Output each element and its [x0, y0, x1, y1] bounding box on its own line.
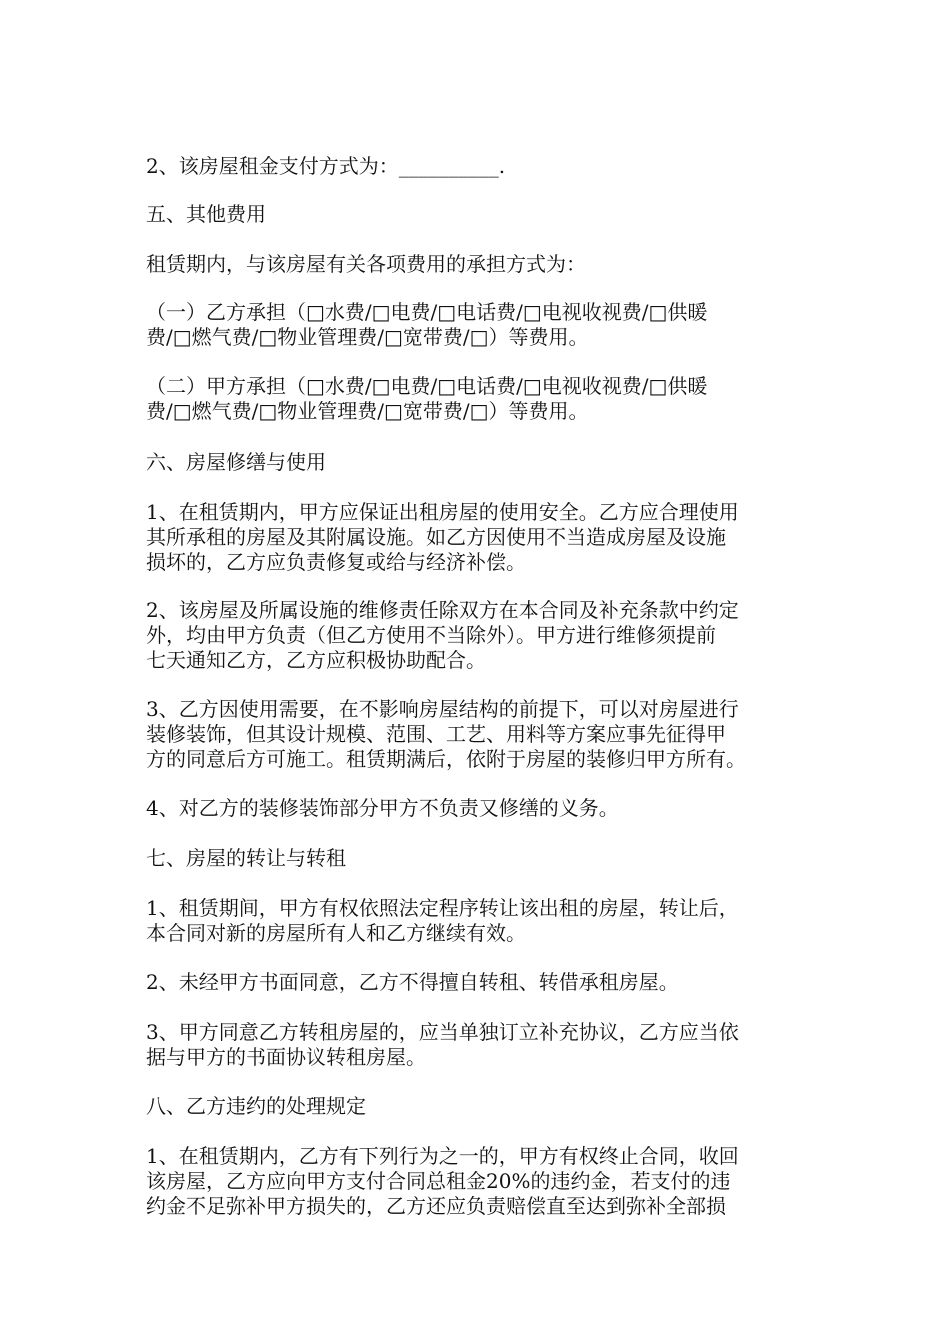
paragraph-party-a-fees: （二）甲方承担（□水费/□电费/□电话费/□电视收视费/□供暖 费/□燃气费/□物业管理费/□宽带费/□）等费用。	[146, 374, 708, 423]
paragraph-transfer-3: 3、甲方同意乙方转租房屋的，应当单独订立补充协议，乙方应当依 据与甲方的书面协议转租房屋。	[146, 1020, 739, 1069]
paragraph-party-b-fees: （一）乙方承担（□水费/□电费/□电话费/□电视收视费/□供暖 费/□燃气费/□物业管理费/□宽带费/□）等费用。	[146, 300, 708, 349]
section-heading-repair-use: 六、房屋修缮与使用	[146, 450, 326, 474]
paragraph-repair-4: 4、对乙方的装修装饰部分甲方不负责又修缮的义务。	[146, 796, 619, 820]
paragraph-breach-1: 1、在租赁期内，乙方有下列行为之一的，甲方有权终止合同，收回 该房屋，乙方应向甲方支付合同总租金20%的违约金，若支付的违 约金不足弥补甲方损失的，乙方还应负责赔偿直至达到弥补全部损	[146, 1144, 739, 1218]
paragraph-fee-arrangement: 租赁期内，与该房屋有关各项费用的承担方式为：	[146, 252, 586, 276]
section-heading-party-b-breach: 八、乙方违约的处理规定	[146, 1094, 366, 1118]
paragraph-repair-1: 1、在租赁期内，甲方应保证出租房屋的使用安全。乙方应合理使用 其所承租的房屋及其附属设施。如乙方因使用不当造成房屋及设施 损坏的，乙方应负责修复或给与经济补偿。	[146, 500, 739, 574]
paragraph-transfer-2: 2、未经甲方书面同意，乙方不得擅自转租、转借承租房屋。	[146, 970, 679, 994]
paragraph-rent-payment-method: 2、该房屋租金支付方式为：__________.	[146, 154, 506, 178]
paragraph-transfer-1: 1、租赁期间，甲方有权依照法定程序转让该出租的房屋，转让后， 本合同对新的房屋所有人和乙方继续有效。	[146, 896, 739, 945]
paragraph-repair-3: 3、乙方因使用需要，在不影响房屋结构的前提下，可以对房屋进行 装修装饰，但其设计规模、范围、工艺、用料等方案应事先征得甲 方的同意后方可施工。租赁期满后，依附于房屋的装修归甲方所有。	[146, 697, 746, 771]
section-heading-other-fees: 五、其他费用	[146, 202, 266, 226]
section-heading-transfer-sublet: 七、房屋的转让与转租	[146, 846, 346, 870]
paragraph-repair-2: 2、该房屋及所属设施的维修责任除双方在本合同及补充条款中约定 外，均由甲方负责（但乙方使用不当除外）。甲方进行维修须提前 七天通知乙方，乙方应积极协助配合。	[146, 598, 739, 672]
